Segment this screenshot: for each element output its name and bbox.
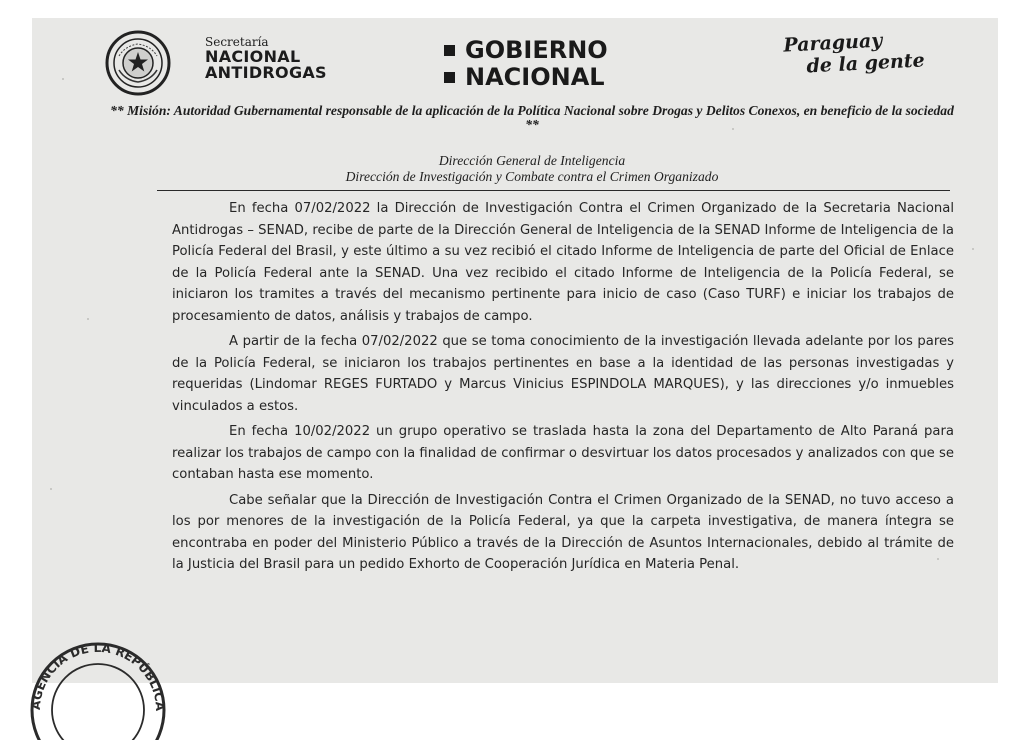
paper-speck — [62, 78, 64, 80]
stamp-text: AGENCIA DE LA REPÚBLICA — [28, 640, 168, 712]
svg-text:AGENCIA DE LA REPÚBLICA — [29, 641, 167, 712]
heading-divider — [157, 190, 950, 191]
mission-statement: ** Misión: Autoridad Gubernamental responsable de la aplicación de la Política Nacional sobre Drogas y Delitos Conexos, en beneficio de la sociedad ** — [110, 103, 954, 133]
gob-line1: GOBIERNO — [465, 36, 608, 64]
document-page — [28, 18, 998, 712]
slogan-logo — [783, 28, 925, 79]
slogan-line2: de la gente — [806, 49, 926, 78]
paragraph: En fecha 07/02/2022 la Dirección de Investigación Contra el Crimen Organizado de la Secretaria Nacional Antidrogas – SENAD, recibe de parte de la Dirección General de Inteligencia de la SENAD Informe de Inteligencia de la Policía Federal del Brasil, y este último a su vez recibió el citado Informe de Inteligencia de parte del Oficial de Enlace de la Policía Federal ante la SENAD. Una vez recibido el citado Informe de Inteligencia de la Policía Federal, se iniciaron los tramites a través del mecanismo pertinente para inicio de caso (Caso TURF) e iniciar los trabajos de procesamiento de datos, análisis y trabajos de campo. — [172, 201, 954, 324]
gob-line2: NACIONAL — [465, 63, 605, 91]
document-body — [172, 198, 954, 580]
official-stamp — [20, 630, 170, 740]
senad-logo-text — [205, 36, 327, 82]
department-heading — [232, 153, 832, 186]
direccion: Dirección de Investigación y Combate contra el Crimen Organizado — [345, 169, 719, 185]
senad-line2: ANTIDROGAS — [205, 63, 327, 83]
national-seal-icon — [105, 30, 171, 96]
square-bullet-icon — [444, 45, 455, 56]
paragraph: Cabe señalar que la Dirección de Investigación Contra el Crimen Organizado de la SENAD, no tuvo acceso a los por menores de la investigación de la Policía Federal, ya que la carpeta investigativa, de manera íntegra se encontraba en poder del Ministerio Público a través de la Dirección de Asuntos Internacionales, debido al trámite de la Justicia del Brasil para un pedido Exhorto de Cooperación Jurídica en Materia Penal. — [172, 492, 954, 572]
slogan-line1: Paraguay — [782, 29, 883, 57]
direccion-general: Dirección General de Inteligencia — [438, 153, 626, 168]
gobierno-nacional-logo — [444, 38, 608, 92]
senad-small-label: Secretaría — [205, 35, 269, 49]
paragraph: A partir de la fecha 07/02/2022 que se toma conocimiento de la investigación llevada adelante por los pares de la Policía Federal, se iniciaron los trabajos pertinentes en base a la identidad de las personas investigadas y requeridas (Lindomar REGES FURTADO y Marcus Vinicius ESPINDOLA MARQUES), y las direcciones y/o inmuebles vinculados a estos. — [172, 334, 954, 414]
paragraph: En fecha 10/02/2022 un grupo operativo se traslada hasta la zona del Departamento de Alto Paraná para realizar los trabajos de campo con la finalidad de confirmar o desvirtuar los datos procesados y analizados con que se contaban hasta ese momento. — [172, 424, 954, 482]
paper-speck — [972, 248, 974, 250]
square-bullet-icon — [444, 72, 455, 83]
senad-line1: NACIONAL — [205, 46, 301, 66]
paper-speck — [87, 318, 89, 320]
paper-speck — [50, 488, 52, 490]
